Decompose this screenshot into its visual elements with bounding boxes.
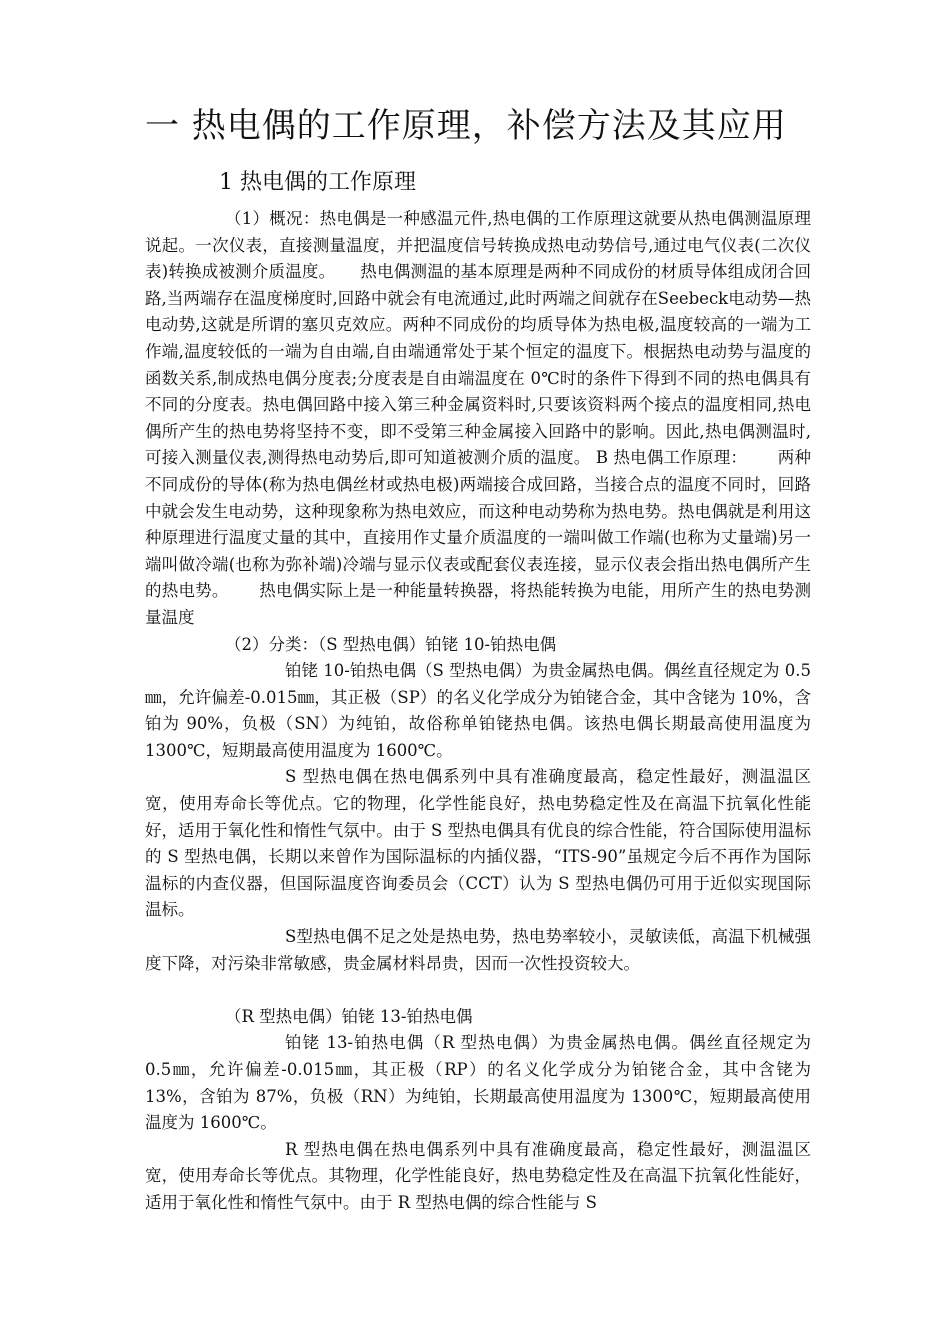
paragraph-overview: （1）概况：热电偶是一种感温元件,热电偶的工作原理这就要从热电偶测温原理说起。一次仪表，直接测量温度，并把温度信号转换成热电动势信号,通过电气仪表(二次仪表)转换成被测介质温度。 热电偶测温的基本原理是两种不同成份的材质导体组成闭合回路,当两端存在温度梯度时,回路中就会有电流通过,此时两端之间就存在Seebeck电动势—热电动势,这就是所谓的塞贝克效应。两种不同成份的均质导体为热电极,温度较高的一端为工作端,温度较低的一端为自由端,自由端通常处于某个恒定的温度下。根据热电动势与温度的函数关系,制成热电偶分度表;分度表是自由端温度在 0℃时的条件下得到不同的热电偶具有不同的分度表。热电偶回路中接入第三种金属资料时,只要该资料两个接点的温度相同,热电偶所产生的热电势将坚持不变，即不受第三种金属接入回路中的影响。因此,热电偶测温时,可接入测量仪表,测得热电动势后,即可知道被测介质的温度。 B 热电偶工作原理： 两种不同成份的导体(称为热电偶丝材或热电极)两端接合成回路，当接合点的温度不同时，回路中就会发生电动势，这种现象称为热电效应，而这种电动势称为热电势。热电偶就是利用这种原理进行温度丈量的其中，直接用作丈量介质温度的一端叫做工作端(也称为丈量端)另一端叫做冷端(也称为弥补端)冷端与显示仪表或配套仪表连接，显示仪表会指出热电偶所产生的热电势。 热电偶实际上是一种能量转换器，将热能转换为电能，用所产生的热电势测量温度 <box>145 209 811 627</box>
paragraph-s-type-spec: 铂铑 10-铂热电偶（S 型热电偶）为贵金属热电偶。偶丝直径规定为 0.5㎜，允许偏差-0.015㎜，其正极（SP）的名义化学成分为铂铑合金，其中含铑为 10%，含铂为 90%，负极（SN）为纯铂，故俗称单铂铑热电偶。该热电偶长期最高使用温度为 1300℃，短期最高使用温度为 1600℃。 <box>145 661 811 760</box>
paragraph-s-type-drawbacks: S型热电偶不足之处是热电势，热电势率较小，灵敏读低，高温下机械强度下降，对污染非常敏感，贵金属材料昂贵，因而一次性投资较大。 <box>145 927 811 973</box>
paragraph-classification-s: （2）分类：（S 型热电偶）铂铑 10-铂热电偶 <box>225 634 557 654</box>
section-heading: 1 热电偶的工作原理 <box>219 170 416 195</box>
paragraph-r-type-advantages: R 型热电偶在热电偶系列中具有准确度最高，稳定性最好，测温温区宽，使用寿命长等优点。其物理，化学性能良好，热电势稳定性及在高温下抗氧化性能好，适用于氧化性和惰性气氛中。由于 R 型热电偶的综合性能与 S <box>145 1139 811 1212</box>
paragraph-s-type-advantages: S 型热电偶在热电偶系列中具有准确度最高，稳定性最好，测温温区宽，使用寿命长等优点。它的物理，化学性能良好，热电势稳定性及在高温下抗氧化性能好，适用于氧化性和惰性气氛中。由于 S 型热电偶具有优良的综合性能，符合国际使用温标的 S 型热电偶，长期以来曾作为国际温标的内插仪器，“ITS-90”虽规定今后不再作为国际温标的内查仪器，但国际温度咨询委员会（CCT）认为 S 型热电偶仍可用于近似实现国际温标。 <box>145 767 811 920</box>
document-page <box>145 98 811 1217</box>
paragraph-classification-r: （R 型热电偶）铂铑 13-铂热电偶 <box>225 1006 473 1026</box>
document-title: 一 热电偶的工作原理，补偿方法及其应用 <box>145 106 787 146</box>
document-body <box>145 206 811 1217</box>
paragraph-r-type-spec: 铂铑 13-铂热电偶（R 型热电偶）为贵金属热电偶。偶丝直径规定为 0.5㎜，允许偏差-0.015㎜，其正极（RP）的名义化学成分为铂铑合金，其中含铑为 13%，含铂为 87%，负极（RN）为纯铂，长期最高使用温度为 1300℃，短期最高使用温度为 1600℃。 <box>145 1033 811 1133</box>
paragraph-spacer <box>145 977 811 1004</box>
